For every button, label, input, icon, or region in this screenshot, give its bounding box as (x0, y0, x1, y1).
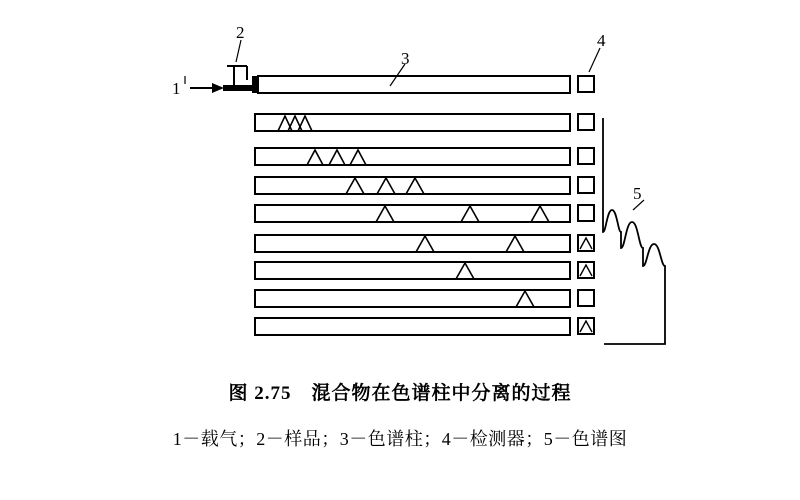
column-row-2 (255, 148, 570, 165)
diagram-row-7 (255, 290, 594, 307)
diagram-row-2 (255, 148, 594, 165)
column-row-4 (255, 205, 570, 222)
diagram-row-0 (185, 40, 600, 93)
column-row-7 (255, 290, 570, 307)
diagram-row-8 (255, 318, 594, 335)
diagram-row-5 (255, 235, 594, 252)
detector-row-2 (578, 148, 594, 164)
detector-row-3 (578, 177, 594, 193)
column-row-3 (255, 177, 570, 194)
detector-row-4 (578, 205, 594, 221)
callout-4-leader (589, 48, 600, 72)
detector-row-1 (578, 114, 594, 130)
figure-legend: 1－载气；2－样品；3－色谱柱；4－检测器；5－色谱图 (172, 429, 628, 449)
column-row-6 (255, 262, 570, 279)
callout-5-label: 5 (633, 184, 642, 203)
diagram-row-3 (255, 177, 594, 194)
figure-caption: 图 2.75 混合物在色谱柱中分离的过程 (228, 383, 572, 404)
carrier-gas-arrowhead (212, 83, 224, 93)
chromatogram-curve (603, 118, 665, 344)
chromatogram-trace (603, 118, 665, 344)
detector-row-7 (578, 290, 594, 306)
diagram-row-4 (255, 205, 594, 222)
detector-row-0 (578, 76, 594, 92)
callout-3-label: 3 (401, 49, 410, 68)
diagram-row-1 (255, 114, 594, 131)
callout-1-label: 1 (172, 79, 181, 98)
callout-2-leader (236, 40, 241, 62)
callout-2-label: 2 (236, 23, 245, 42)
inlet-tube (223, 85, 253, 91)
column-row-8 (255, 318, 570, 335)
callout-4-label: 4 (597, 31, 606, 50)
diagram-row-6 (255, 262, 594, 279)
column-row-0 (258, 76, 570, 93)
